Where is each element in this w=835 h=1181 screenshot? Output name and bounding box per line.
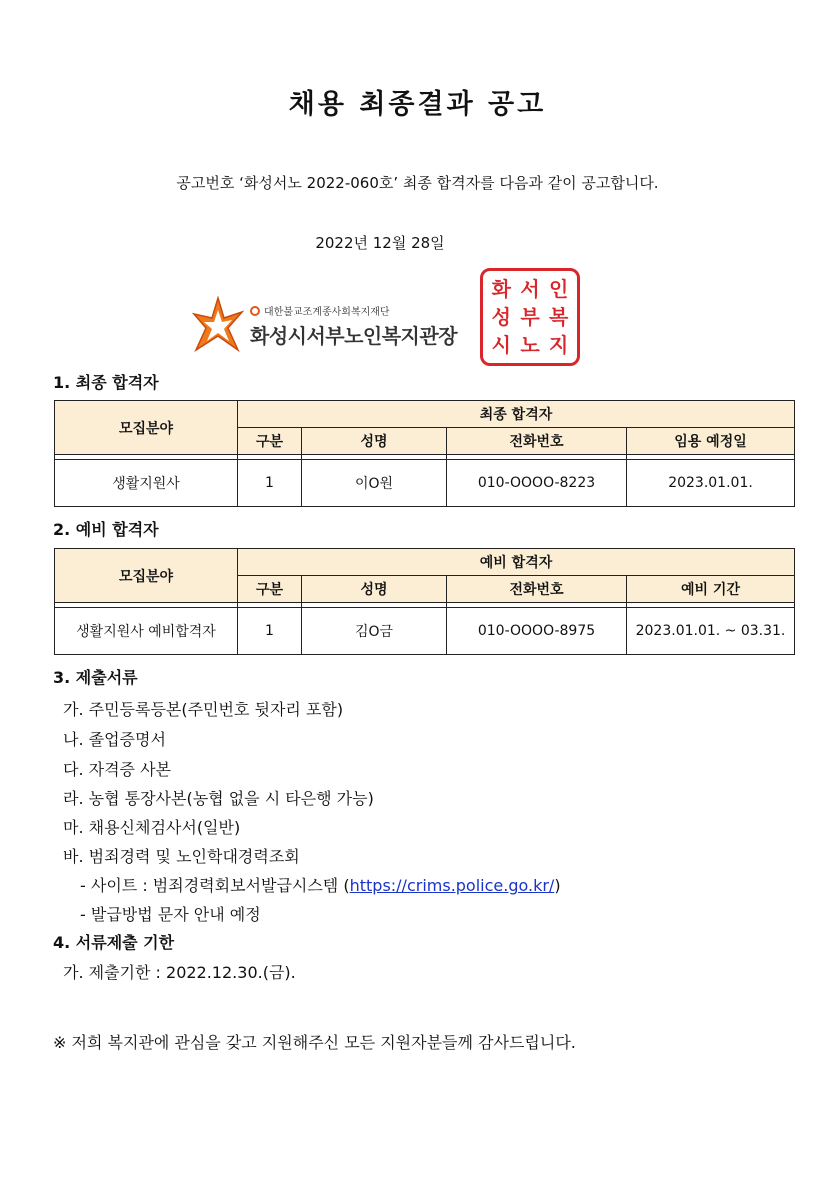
- closing-note: ※ 저희 복지관에 관심을 갖고 지원해주신 모든 지원자분들께 감사드립니다.: [53, 1033, 576, 1052]
- announcement-date: 2022년 12월 28일: [315, 234, 445, 252]
- crims-site-link[interactable]: https://crims.police.go.kr/: [349, 876, 555, 895]
- table-cell: 010-OOOO-8223: [447, 460, 627, 507]
- seal-char: 서: [520, 277, 540, 301]
- group-header: 최종 합격자: [238, 401, 795, 428]
- official-seal: [480, 268, 580, 366]
- logo-center-name: 화성시서부노인복지관장: [250, 324, 458, 348]
- table-cell: 생활지원사: [55, 460, 238, 507]
- seal-char: 부: [520, 305, 540, 329]
- table-cell: 이O원: [302, 460, 447, 507]
- seal-char: 노: [520, 333, 540, 357]
- table-row: [55, 460, 795, 507]
- seal-char: 화: [491, 277, 511, 301]
- seal-char: 성: [491, 305, 511, 329]
- sub-item-site-label: - 사이트 : 범죄경력회보서발급시스템 (: [80, 876, 350, 895]
- list-item: 가. 주민등록등본(주민번호 뒷자리 포함): [63, 700, 344, 719]
- section-reserve-heading: 2. 예비 합격자: [53, 520, 159, 539]
- reserve-result-table: [54, 548, 795, 655]
- table-cell: 1: [238, 608, 302, 655]
- organization-logo: [192, 296, 472, 358]
- table-cell: 김O금: [302, 608, 447, 655]
- col-header: 성명: [302, 428, 447, 455]
- logo-star-icon: [192, 296, 244, 354]
- col-header: 구분: [238, 428, 302, 455]
- table-cell: 생활지원사 예비합격자: [55, 608, 238, 655]
- announcement-intro: 공고번호 ‘화성서노 2022-060호’ 최종 합격자를 다음과 같이 공고합니다.: [176, 174, 659, 192]
- seal-char: 시: [491, 333, 511, 357]
- seal-char: 지: [548, 333, 569, 357]
- sub-item-site: [80, 873, 561, 896]
- logo-foundation-text: 대한불교조계종사회복지재단: [264, 307, 390, 318]
- document-title: 채용 최종결과 공고: [288, 89, 547, 120]
- section-final-heading: 1. 최종 합격자: [53, 373, 159, 392]
- final-result-table: [54, 400, 795, 507]
- sub-item-site-suffix: ): [554, 876, 561, 895]
- col-header: 전화번호: [447, 576, 627, 603]
- section-documents-heading: 3. 제출서류: [53, 668, 138, 687]
- table-row: [55, 608, 795, 655]
- col-header: 성명: [302, 576, 447, 603]
- col-field-header: 모집분야: [55, 401, 238, 455]
- col-header: 구분: [238, 576, 302, 603]
- col-header: 전화번호: [447, 428, 627, 455]
- sub-item-method: - 발급방법 문자 안내 예정: [80, 905, 261, 924]
- list-item: 라. 농협 통장사본(농협 없을 시 타은행 가능): [63, 789, 374, 808]
- col-header: 임용 예정일: [627, 428, 795, 455]
- table-cell: 010-OOOO-8975: [447, 608, 627, 655]
- list-item: 다. 자격증 사본: [63, 760, 171, 779]
- seal-char: 복: [548, 305, 569, 329]
- list-item: 나. 졸업증명서: [63, 730, 166, 749]
- col-field-header: 모집분야: [55, 549, 238, 603]
- col-header: 예비 기간: [627, 576, 795, 603]
- table-cell: 1: [238, 460, 302, 507]
- section-deadline-heading: 4. 서류제출 기한: [53, 933, 175, 952]
- list-item: 마. 채용신체검사서(일반): [63, 818, 241, 837]
- seal-char: 인: [548, 277, 569, 301]
- list-item: 바. 범죄경력 및 노인학대경력조회: [63, 847, 300, 866]
- table-cell: 2023.01.01.: [627, 460, 795, 507]
- group-header: 예비 합격자: [238, 549, 795, 576]
- table-cell: 2023.01.01. ~ 03.31.: [627, 608, 795, 655]
- foundation-circle-icon: [250, 306, 260, 316]
- deadline-item: 가. 제출기한 : 2022.12.30.(금).: [63, 963, 296, 982]
- logo-foundation-name: [250, 303, 390, 318]
